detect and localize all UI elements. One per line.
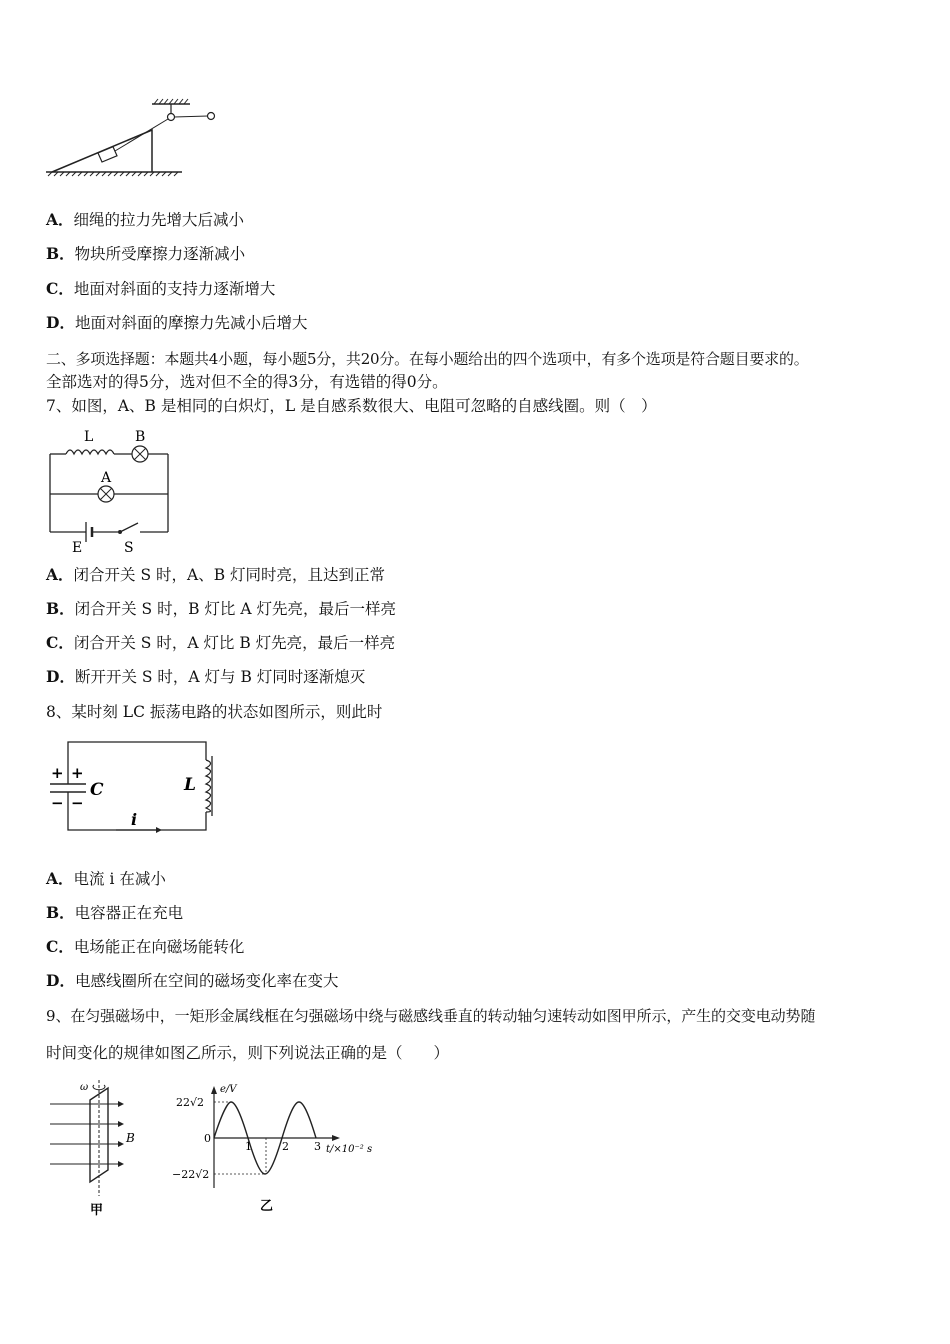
option-text: 电感线圈所在空间的磁场变化率在变大 [74,972,339,990]
option-key: D． [46,971,75,990]
option-text: 电容器正在充电 [74,904,184,922]
y-axis-arrow [211,1086,217,1094]
q7-option-b[interactable] [46,599,396,619]
q8-plus-right: + [71,764,84,782]
q7-stem: 7、如图，A、B 是相同的白炽灯，L 是自感系数很大、电阻可忽略的自感线圈。则（ ） [46,397,657,415]
q8-label-c: C [90,780,104,800]
option-key: B． [46,244,75,263]
q8-minus-left: − [51,794,64,812]
option-text: 电流 i 在减小 [73,870,166,888]
q6-option-b[interactable] [46,244,245,264]
q8-label-l: L [184,775,196,795]
q6-option-d[interactable] [46,313,307,333]
q7-label-a: A [101,470,112,486]
option-key: C． [46,633,74,652]
q9-caption-yi: 乙 [260,1199,274,1214]
q7-label-l: L [84,429,94,445]
q8-label-i: i [131,810,138,829]
option-text: 地面对斜面的摩擦力先减小后增大 [74,314,308,332]
q9-label-b: B [126,1131,135,1145]
q6-incline-figure [40,96,230,182]
option-text: 地面对斜面的支持力逐渐增大 [73,280,276,298]
q9-figure-jia [44,1080,144,1220]
q9-ylabel: e/V [220,1084,237,1095]
q7-circuit-figure [42,424,182,556]
option-key: A． [46,869,74,888]
q8-option-c[interactable] [46,937,244,957]
q8-stem: 8、某时刻 LC 振荡电路的状态如图所示，则此时 [46,703,383,721]
option-key: D． [46,667,75,686]
q7-label-b: B [135,429,146,445]
q9-ytick-neg: −22√2 [172,1168,210,1181]
option-key: A． [46,565,74,584]
option-key: D． [46,313,75,332]
q9-stem-line2: 时间变化的规律如图乙所示，则下列说法正确的是（ ） [46,1044,450,1062]
option-key: A． [46,210,74,229]
option-text: 断开开关 S 时，A 灯与 B 灯同时逐渐熄灭 [74,668,366,686]
q6-option-a[interactable] [46,210,244,230]
q9-caption-jia: 甲 [90,1203,104,1218]
q7-option-a[interactable] [46,565,385,585]
option-text: 物块所受摩擦力逐渐减小 [74,245,246,263]
q9-xlabel: t/×10⁻² s [326,1144,373,1155]
option-key: C． [46,937,74,956]
q9-figure-yi [166,1078,386,1222]
q8-minus-right: − [71,794,84,812]
section2-line1: 二、多项选择题：本题共4小题，每小题5分，共20分。在每小题给出的四个选项中，有多个选项是符合题目要求的。 [46,350,809,368]
q8-option-b[interactable] [46,903,183,923]
section2-line2: 全部选对的得5分，选对但不全的得3分，有选错的得0分。 [46,373,448,391]
q9-stem-line1: 9、在匀强磁场中，一矩形金属线框在匀强磁场中绕与磁感线垂直的转动轴匀速转动如图甲所示，产生的交变电动势随 [46,1007,816,1025]
q7-label-s: S [124,540,134,556]
option-key: B． [46,903,75,922]
x-axis-arrow [332,1135,340,1141]
option-text: 闭合开关 S 时，B 灯比 A 灯先亮，最后一样亮 [74,600,396,618]
q9-xtick-2: 2 [282,1140,289,1153]
q9-xtick-3: 3 [314,1140,321,1153]
q8-option-a[interactable] [46,869,166,889]
option-text: 闭合开关 S 时，A 灯比 B 灯先亮，最后一样亮 [73,634,396,652]
q9-xtick-1: 1 [245,1140,252,1153]
q7-option-c[interactable] [46,633,395,653]
q8-lc-circuit-figure [42,734,222,838]
option-key: C． [46,279,74,298]
q7-option-d[interactable] [46,667,365,687]
q7-label-e: E [72,540,83,556]
q8-option-d[interactable] [46,971,338,991]
q9-origin: 0 [204,1132,211,1145]
q9-ytick-pos: 22√2 [176,1096,205,1109]
q6-option-c[interactable] [46,279,275,299]
option-text: 电场能正在向磁场能转化 [73,938,245,956]
q8-plus-left: + [51,764,64,782]
option-key: B． [46,599,75,618]
option-text: 闭合开关 S 时，A、B 灯同时亮，且达到正常 [73,566,386,584]
q9-label-omega: ω [80,1082,89,1093]
option-text: 细绳的拉力先增大后减小 [73,211,245,229]
